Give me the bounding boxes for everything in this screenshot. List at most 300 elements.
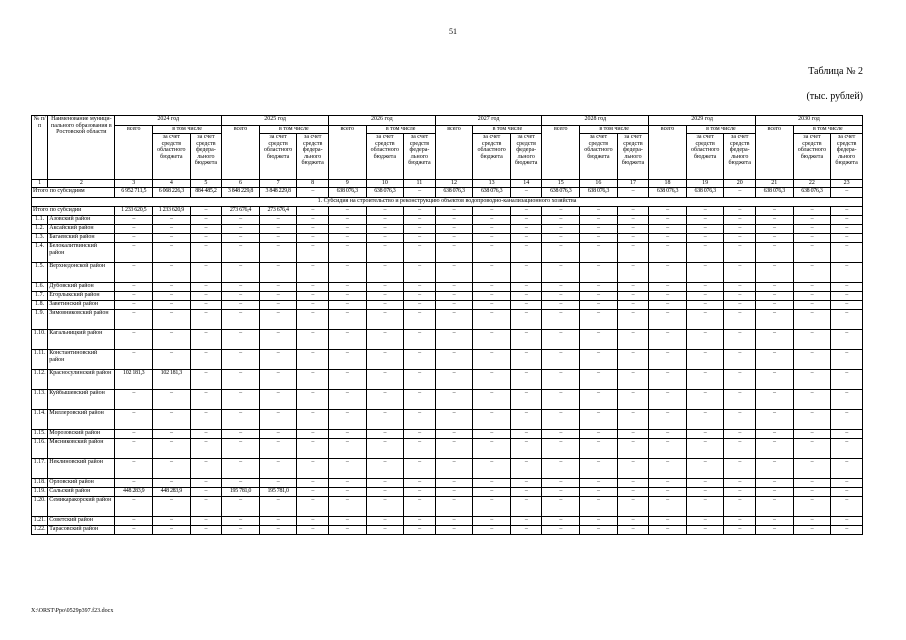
row-value: –: [297, 292, 329, 301]
row-value: –: [366, 225, 404, 234]
header-total: всего: [435, 126, 473, 180]
row-value: –: [510, 283, 542, 292]
header-regional: за счет средств областного бюджета: [793, 134, 831, 180]
row-value: –: [222, 234, 260, 243]
row-value: –: [190, 439, 222, 459]
row-value: –: [190, 390, 222, 410]
row-value: –: [617, 526, 649, 535]
row-value: –: [404, 439, 436, 459]
column-number: 21: [755, 180, 793, 188]
row-value: –: [686, 488, 724, 497]
row-value: –: [542, 390, 580, 410]
file-path-footer: X:\ORST\Ppo\0529p397.f23.docx: [31, 608, 114, 614]
table-row: [32, 234, 863, 243]
row-value: –: [259, 459, 297, 479]
header-federal: за счет средств федера-льного бюджета: [617, 134, 649, 180]
row-value: –: [328, 517, 366, 526]
table-row: [32, 350, 863, 370]
row-value: –: [686, 243, 724, 263]
column-number: 23: [831, 180, 863, 188]
header-total: всего: [115, 126, 153, 180]
table-row: [32, 263, 863, 283]
total-value: –: [510, 188, 542, 198]
row-value: –: [473, 234, 511, 243]
row-number: 1.4.: [32, 243, 48, 263]
subtotal-value: –: [297, 207, 329, 216]
row-value: –: [510, 488, 542, 497]
subtotal-value: –: [404, 207, 436, 216]
row-value: –: [435, 330, 473, 350]
table-row: [32, 216, 863, 225]
row-value: –: [686, 430, 724, 439]
row-name: Мясниковский район: [48, 439, 115, 459]
row-value: –: [222, 283, 260, 292]
row-value: –: [831, 350, 863, 370]
row-value: –: [328, 292, 366, 301]
header-incl: в том числе: [366, 126, 435, 134]
row-value: –: [190, 488, 222, 497]
subtotal-value: 1 233 620,5: [115, 207, 153, 216]
subtotal-value: 273 676,4: [222, 207, 260, 216]
row-value: –: [580, 292, 618, 301]
row-value: –: [259, 370, 297, 390]
row-value: –: [190, 479, 222, 488]
total-value: 638 076,3: [649, 188, 687, 198]
row-number: 1.19.: [32, 488, 48, 497]
row-value: –: [435, 526, 473, 535]
header-regional: за счет средств областного бюджета: [259, 134, 297, 180]
row-value: –: [190, 330, 222, 350]
row-value: –: [724, 370, 756, 390]
row-value: –: [831, 310, 863, 330]
row-value: –: [404, 350, 436, 370]
row-value: –: [580, 225, 618, 234]
row-value: –: [473, 479, 511, 488]
header-incl: в том числе: [580, 126, 649, 134]
header-federal: за счет средств федера-льного бюджета: [190, 134, 222, 180]
row-value: –: [724, 488, 756, 497]
row-name: Куйбышевский район: [48, 390, 115, 410]
row-value: –: [366, 234, 404, 243]
row-value: –: [366, 370, 404, 390]
row-value: –: [793, 234, 831, 243]
row-value: –: [435, 488, 473, 497]
row-value: –: [222, 517, 260, 526]
page-number: 51: [449, 27, 457, 36]
column-number: 4: [153, 180, 191, 188]
row-value: –: [404, 370, 436, 390]
row-value: –: [404, 488, 436, 497]
header-year: 2026 год: [328, 116, 435, 126]
row-value: –: [542, 330, 580, 350]
row-value: –: [297, 497, 329, 517]
table-row: [32, 526, 863, 535]
row-value: –: [115, 439, 153, 459]
row-value: –: [831, 283, 863, 292]
row-value: –: [222, 350, 260, 370]
row-value: –: [366, 526, 404, 535]
header-year: 2028 год: [542, 116, 649, 126]
row-value: –: [510, 390, 542, 410]
row-value: –: [724, 301, 756, 310]
total-value: 638 076,3: [435, 188, 473, 198]
row-value: –: [724, 225, 756, 234]
row-value: 195 781,0: [259, 488, 297, 497]
row-value: –: [435, 390, 473, 410]
row-value: 102 181,3: [115, 370, 153, 390]
row-value: –: [542, 526, 580, 535]
row-value: –: [473, 263, 511, 283]
header-num: № п/п: [32, 116, 48, 180]
row-value: –: [649, 370, 687, 390]
row-value: –: [686, 292, 724, 301]
total-value: 6 952 711,5: [115, 188, 153, 198]
row-value: –: [153, 263, 191, 283]
row-value: –: [617, 243, 649, 263]
row-value: –: [435, 410, 473, 430]
row-value: –: [473, 310, 511, 330]
row-value: –: [686, 216, 724, 225]
row-value: –: [793, 350, 831, 370]
row-value: –: [542, 488, 580, 497]
column-number: 10: [366, 180, 404, 188]
row-value: –: [259, 439, 297, 459]
row-value: –: [755, 263, 793, 283]
row-value: –: [115, 263, 153, 283]
row-value: –: [222, 430, 260, 439]
row-value: –: [473, 370, 511, 390]
header-federal: за счет средств федера-льного бюджета: [724, 134, 756, 180]
row-value: –: [649, 526, 687, 535]
row-value: –: [542, 517, 580, 526]
row-value: –: [115, 410, 153, 430]
subtotal-label: Итого по субсидии: [32, 207, 115, 216]
row-value: –: [580, 488, 618, 497]
row-value: –: [724, 330, 756, 350]
column-number: 8: [297, 180, 329, 188]
row-value: –: [222, 526, 260, 535]
row-value: –: [686, 234, 724, 243]
row-value: –: [686, 517, 724, 526]
row-value: –: [542, 292, 580, 301]
row-value: –: [153, 497, 191, 517]
row-value: –: [297, 479, 329, 488]
row-value: –: [649, 234, 687, 243]
table-row: [32, 459, 863, 479]
row-value: –: [153, 301, 191, 310]
row-value: –: [510, 243, 542, 263]
header-total: всего: [649, 126, 687, 180]
row-value: –: [580, 301, 618, 310]
subtotal-value: –: [580, 207, 618, 216]
total-value: –: [724, 188, 756, 198]
table-row: [32, 370, 863, 390]
row-value: –: [580, 430, 618, 439]
row-value: –: [153, 390, 191, 410]
total-value: –: [297, 188, 329, 198]
row-value: 448 283,9: [115, 488, 153, 497]
row-name: Орловский район: [48, 479, 115, 488]
row-value: –: [473, 301, 511, 310]
row-value: –: [153, 526, 191, 535]
row-value: –: [259, 497, 297, 517]
row-value: –: [831, 430, 863, 439]
row-value: –: [404, 283, 436, 292]
row-value: –: [686, 225, 724, 234]
section-row: [32, 198, 863, 207]
row-value: –: [222, 370, 260, 390]
row-value: –: [190, 310, 222, 330]
column-number: 1: [32, 180, 48, 188]
row-value: –: [435, 310, 473, 330]
row-value: –: [366, 497, 404, 517]
row-value: –: [435, 430, 473, 439]
row-value: –: [190, 430, 222, 439]
row-value: –: [190, 517, 222, 526]
row-value: –: [297, 410, 329, 430]
row-number: 1.16.: [32, 439, 48, 459]
row-value: –: [222, 292, 260, 301]
row-value: –: [686, 390, 724, 410]
row-name: Багаевский район: [48, 234, 115, 243]
row-value: –: [259, 526, 297, 535]
row-value: 448 283,9: [153, 488, 191, 497]
row-number: 1.13.: [32, 390, 48, 410]
row-value: –: [831, 263, 863, 283]
row-value: –: [297, 310, 329, 330]
column-number: 7: [259, 180, 297, 188]
row-value: –: [297, 263, 329, 283]
row-value: –: [510, 310, 542, 330]
row-value: –: [435, 497, 473, 517]
column-number: 5: [190, 180, 222, 188]
row-value: –: [222, 216, 260, 225]
row-value: –: [686, 459, 724, 479]
row-value: –: [724, 497, 756, 517]
row-value: –: [115, 216, 153, 225]
row-value: –: [649, 488, 687, 497]
row-value: –: [259, 410, 297, 430]
header-year: 2024 год: [115, 116, 222, 126]
row-name: Красносулинский район: [48, 370, 115, 390]
header-incl: в том числе: [686, 126, 755, 134]
row-value: –: [115, 243, 153, 263]
row-value: –: [404, 517, 436, 526]
row-value: –: [328, 216, 366, 225]
row-value: –: [542, 410, 580, 430]
row-value: –: [153, 439, 191, 459]
row-value: –: [297, 390, 329, 410]
row-number: 1.8.: [32, 301, 48, 310]
row-value: –: [190, 292, 222, 301]
row-value: –: [793, 439, 831, 459]
row-value: –: [259, 216, 297, 225]
row-value: –: [831, 243, 863, 263]
row-value: –: [580, 497, 618, 517]
column-number: 19: [686, 180, 724, 188]
row-value: –: [222, 243, 260, 263]
subtotal-value: –: [686, 207, 724, 216]
row-value: –: [328, 430, 366, 439]
row-value: –: [153, 310, 191, 330]
row-value: –: [153, 350, 191, 370]
table-row: [32, 301, 863, 310]
row-value: –: [542, 263, 580, 283]
row-value: –: [686, 497, 724, 517]
row-value: –: [617, 225, 649, 234]
row-value: –: [259, 301, 297, 310]
row-value: –: [510, 292, 542, 301]
subsidy-table: [31, 115, 863, 535]
row-value: –: [649, 243, 687, 263]
row-value: –: [724, 283, 756, 292]
row-value: –: [724, 310, 756, 330]
subtotal-value: –: [831, 207, 863, 216]
row-value: –: [580, 459, 618, 479]
row-value: –: [366, 243, 404, 263]
column-number-row: [32, 180, 863, 188]
row-value: –: [115, 517, 153, 526]
row-value: –: [617, 517, 649, 526]
row-value: –: [297, 350, 329, 370]
row-value: –: [755, 488, 793, 497]
header-regional: за счет средств областного бюджета: [580, 134, 618, 180]
header-year: 2025 год: [222, 116, 329, 126]
row-value: –: [404, 263, 436, 283]
row-value: –: [580, 263, 618, 283]
row-value: –: [542, 430, 580, 439]
total-label: Итого по субсидиям: [32, 188, 115, 198]
row-value: –: [435, 350, 473, 370]
row-value: –: [580, 310, 618, 330]
table-row: [32, 243, 863, 263]
row-name: Зимовниковский район: [48, 310, 115, 330]
section-title: 1. Субсидия на строительство и реконструкцию объектов водопроводно-канализационного хозяйства: [32, 198, 863, 207]
row-value: –: [793, 225, 831, 234]
row-number: 1.10.: [32, 330, 48, 350]
column-number: 11: [404, 180, 436, 188]
row-value: –: [617, 459, 649, 479]
row-value: –: [831, 439, 863, 459]
row-value: –: [793, 330, 831, 350]
row-value: –: [793, 216, 831, 225]
row-value: –: [328, 410, 366, 430]
row-value: –: [686, 350, 724, 370]
table-title: Таблица № 2: [808, 66, 863, 77]
row-number: 1.2.: [32, 225, 48, 234]
row-value: –: [755, 526, 793, 535]
row-value: –: [793, 263, 831, 283]
row-value: –: [435, 370, 473, 390]
row-value: –: [473, 283, 511, 292]
row-value: –: [510, 517, 542, 526]
row-value: –: [259, 390, 297, 410]
row-value: –: [580, 479, 618, 488]
row-value: –: [473, 430, 511, 439]
total-value: –: [831, 188, 863, 198]
row-value: –: [793, 370, 831, 390]
row-value: –: [366, 390, 404, 410]
header-year: 2029 год: [649, 116, 756, 126]
row-value: –: [580, 439, 618, 459]
row-value: –: [435, 459, 473, 479]
row-value: –: [328, 479, 366, 488]
row-value: –: [617, 350, 649, 370]
row-value: –: [222, 479, 260, 488]
row-value: –: [328, 488, 366, 497]
table-row: [32, 517, 863, 526]
row-value: –: [755, 310, 793, 330]
row-value: –: [297, 439, 329, 459]
row-value: –: [724, 350, 756, 370]
row-value: –: [297, 517, 329, 526]
row-value: –: [724, 390, 756, 410]
row-value: –: [580, 216, 618, 225]
header-total: всего: [222, 126, 260, 180]
row-value: –: [366, 430, 404, 439]
row-value: –: [190, 370, 222, 390]
row-value: –: [222, 225, 260, 234]
header-total: всего: [328, 126, 366, 180]
row-value: –: [617, 292, 649, 301]
header-incl: в том числе: [793, 126, 862, 134]
row-value: –: [510, 410, 542, 430]
row-name: Егорлыкский район: [48, 292, 115, 301]
row-value: –: [686, 410, 724, 430]
row-value: –: [366, 517, 404, 526]
table-row: [32, 292, 863, 301]
row-value: –: [115, 301, 153, 310]
row-value: –: [724, 410, 756, 430]
row-value: –: [580, 526, 618, 535]
row-value: –: [297, 243, 329, 263]
row-value: –: [793, 301, 831, 310]
header-regional: за счет средств областного бюджета: [366, 134, 404, 180]
row-value: –: [297, 216, 329, 225]
row-value: –: [473, 439, 511, 459]
header-regional: за счет средств областного бюджета: [153, 134, 191, 180]
row-value: –: [617, 479, 649, 488]
row-value: –: [649, 479, 687, 488]
row-value: –: [153, 430, 191, 439]
row-name: Семикаракорский район: [48, 497, 115, 517]
row-value: –: [686, 526, 724, 535]
row-value: –: [649, 497, 687, 517]
row-value: –: [404, 243, 436, 263]
row-value: –: [366, 439, 404, 459]
row-value: –: [831, 330, 863, 350]
column-number: 13: [473, 180, 511, 188]
header-incl: в том числе: [473, 126, 542, 134]
row-value: –: [686, 479, 724, 488]
subtotal-value: –: [190, 207, 222, 216]
row-value: –: [435, 292, 473, 301]
total-value: 638 076,3: [580, 188, 618, 198]
row-value: –: [755, 390, 793, 410]
row-value: –: [580, 234, 618, 243]
row-name: Верхнедонской район: [48, 263, 115, 283]
row-value: –: [755, 283, 793, 292]
row-value: –: [297, 234, 329, 243]
row-value: –: [259, 234, 297, 243]
row-value: –: [580, 370, 618, 390]
column-number: 12: [435, 180, 473, 188]
column-number: 14: [510, 180, 542, 188]
row-value: –: [297, 488, 329, 497]
subtotal-value: –: [542, 207, 580, 216]
row-value: –: [366, 283, 404, 292]
row-value: –: [510, 234, 542, 243]
